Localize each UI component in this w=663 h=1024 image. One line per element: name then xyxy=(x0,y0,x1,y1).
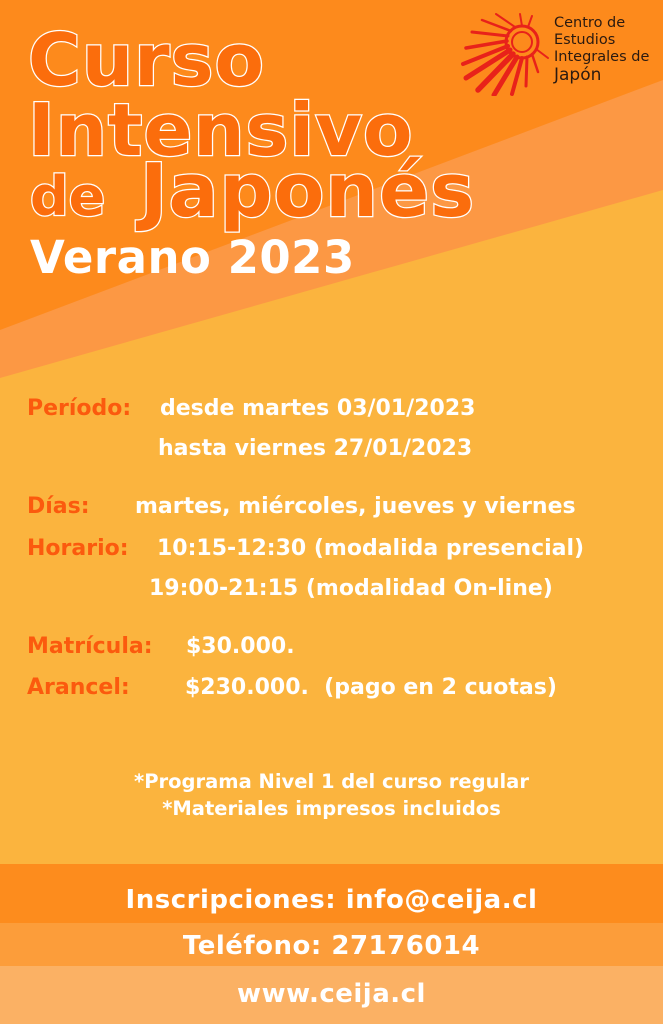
matricula-label: Matrícula: xyxy=(27,634,153,659)
logo-text-line1: Centro de xyxy=(554,15,626,31)
season-subtitle: Verano 2023 xyxy=(30,231,355,284)
dias-label: Días: xyxy=(27,494,90,519)
title-line-intensivo: Intensivo xyxy=(28,88,414,172)
periodo-label: Período: xyxy=(27,396,132,421)
sun-rays-icon xyxy=(460,12,552,96)
periodo-end: hasta viernes 27/01/2023 xyxy=(158,436,473,461)
logo-text-line3: Integrales de xyxy=(554,49,650,65)
inscripciones-email[interactable]: Inscripciones: info@ceija.cl xyxy=(125,885,538,915)
note-programa: *Programa Nivel 1 del curso regular xyxy=(134,770,529,793)
matricula-value: $30.000. xyxy=(186,634,295,659)
periodo-start: desde martes 03/01/2023 xyxy=(160,396,476,421)
logo-text-line4: Japón xyxy=(554,65,602,85)
title-line-curso: Curso xyxy=(28,18,265,102)
horario-label: Horario: xyxy=(27,536,129,561)
horario-online: 19:00-21:15 (modalidad On-line) xyxy=(149,576,553,601)
website-link[interactable]: www.ceija.cl xyxy=(237,979,426,1009)
arancel-value: $230.000. (pago en 2 cuotas) xyxy=(185,675,557,700)
horario-presencial: 10:15-12:30 (modalida presencial) xyxy=(157,536,585,561)
telefono-number[interactable]: Teléfono: 27176014 xyxy=(182,931,481,961)
ceija-logo xyxy=(460,12,660,96)
logo-text-line2: Estudios xyxy=(554,32,616,48)
dias-value: martes, miércoles, jueves y viernes xyxy=(135,494,576,519)
note-materiales: *Materiales impresos incluidos xyxy=(162,797,501,820)
arancel-label: Arancel: xyxy=(27,675,130,700)
title-line-japones: Japonés xyxy=(140,148,476,234)
title-line-de: de xyxy=(30,165,106,228)
